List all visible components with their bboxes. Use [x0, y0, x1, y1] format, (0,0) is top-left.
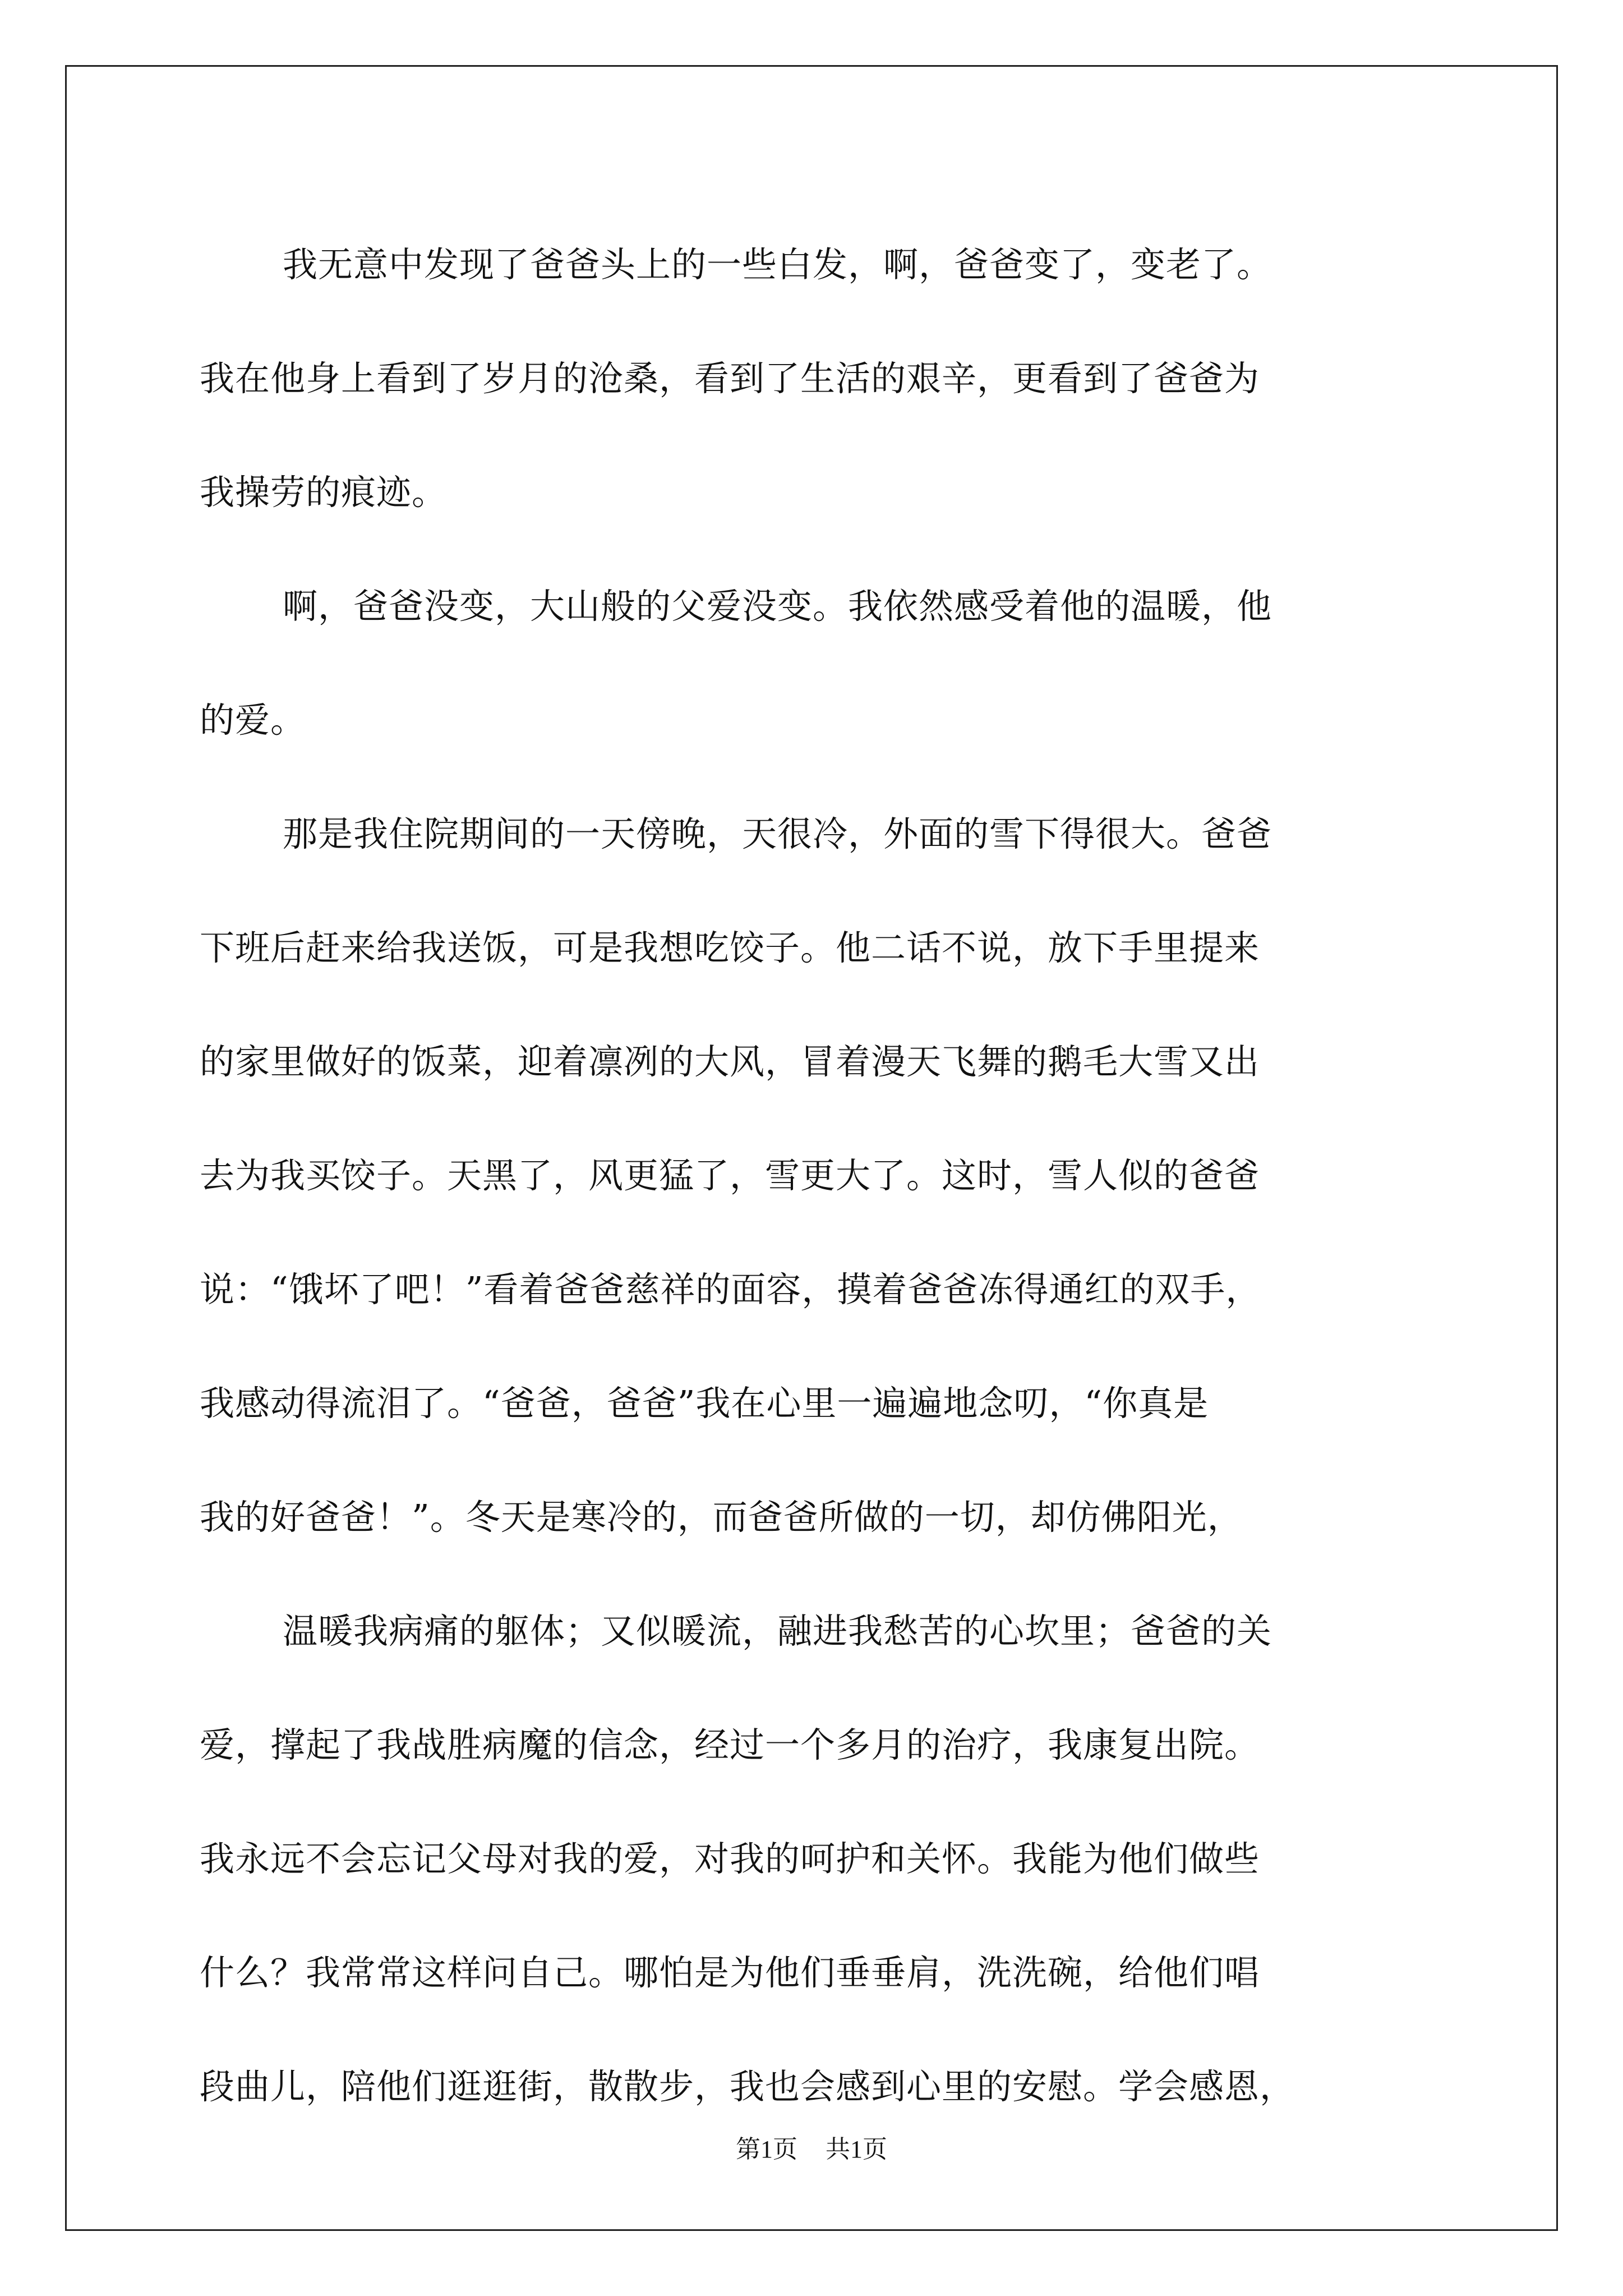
text-line: 说：“饿坏了吧！”看着爸爸慈祥的面容，摸着爸爸冻得通红的双手，	[200, 1269, 1261, 1310]
text-line: 下班后赶来给我送饭，可是我想吃饺子。他二话不说，放下手里提来	[200, 927, 1260, 968]
text-line: 啊，爸爸没变，大山般的父爱没变。我依然感受着他的温暖，他	[283, 586, 1272, 627]
document-body	[200, 208, 1430, 2143]
text-line: 我在他身上看到了岁月的沧桑，看到了生活的艰辛，更看到了爸爸为	[200, 358, 1260, 399]
page-footer	[0, 2129, 1623, 2165]
text-line: 的爱。	[200, 700, 306, 740]
text-line: 爱，撑起了我战胜病魔的信念，经过一个多月的治疗，我康复出院。	[200, 1724, 1260, 1765]
text-line: 我感动得流泪了。“爸爸，爸爸”我在心里一遍遍地念叨，“你真是	[200, 1383, 1209, 1424]
text-line: 我永远不会忘记父母对我的爱，对我的呵护和关怀。我能为他们做些	[200, 1838, 1260, 1879]
text-line: 温暖我病痛的躯体；又似暖流，融进我愁苦的心坎里；爸爸的关	[283, 1611, 1272, 1651]
text-line: 我操劳的痕迹。	[200, 472, 448, 513]
page-number: 第1页	[736, 2136, 797, 2163]
page-total: 共1页	[826, 2136, 887, 2163]
text-line: 的家里做好的饭菜，迎着凛冽的大风，冒着漫天飞舞的鹅毛大雪又出	[200, 1041, 1260, 1082]
text-line: 去为我买饺子。天黑了，风更猛了，雪更大了。这时，雪人似的爸爸	[200, 1155, 1260, 1196]
text-line: 那是我住院期间的一天傍晚，天很冷，外面的雪下得很大。爸爸	[283, 813, 1272, 854]
text-line: 我无意中发现了爸爸头上的一些白发，啊，爸爸变了，变老了。	[283, 244, 1272, 285]
text-line: 什么？我常常这样问自己。哪怕是为他们垂垂肩，洗洗碗，给他们唱	[200, 1952, 1260, 1993]
text-line: 我的好爸爸！”。冬天是寒冷的，而爸爸所做的一切，却仿佛阳光，	[200, 1497, 1243, 1538]
text-line: 段曲儿，陪他们逛逛街，散散步，我也会感到心里的安慰。学会感恩，	[200, 2066, 1295, 2107]
